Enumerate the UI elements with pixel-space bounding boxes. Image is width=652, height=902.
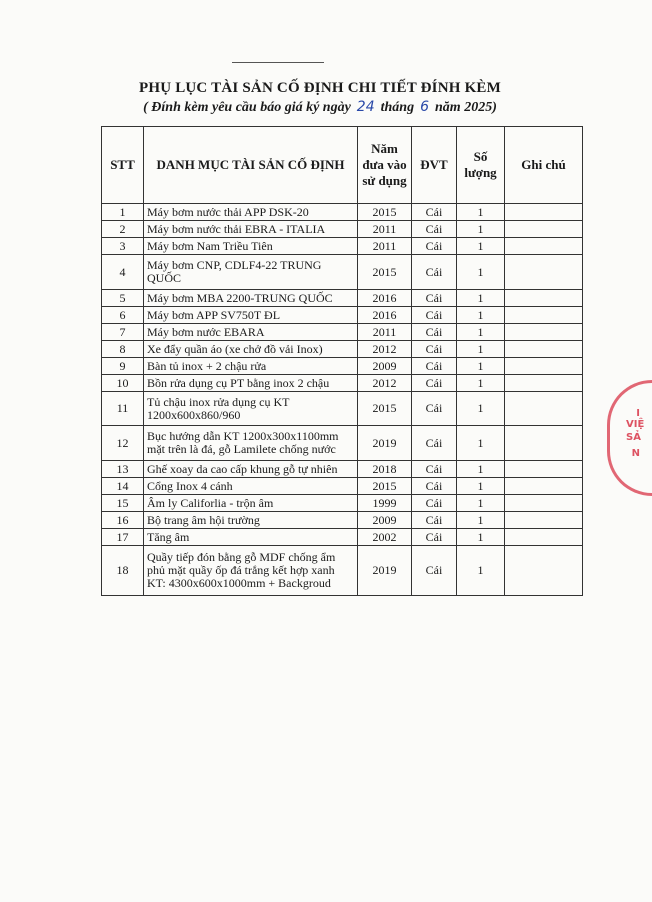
header-asset-name: DANH MỤC TÀI SẢN CỐ ĐỊNH (144, 127, 358, 204)
row-quantity: 1 (457, 204, 505, 221)
row-stt: 11 (102, 392, 144, 426)
row-unit: Cái (412, 426, 457, 461)
row-unit: Cái (412, 358, 457, 375)
header-year-in-use: Năm đưa vào sử dụng (358, 127, 412, 204)
row-asset-name: Ghế xoay da cao cấp khung gỗ tự nhiên (144, 461, 358, 478)
row-quantity: 1 (457, 221, 505, 238)
row-unit: Cái (412, 546, 457, 596)
row-asset-name: Máy bơm CNP, CDLF4-22 TRUNG QUỐC (144, 255, 358, 290)
row-stt: 3 (102, 238, 144, 255)
row-year: 2012 (358, 375, 412, 392)
row-year: 2015 (358, 255, 412, 290)
row-asset-name: Cổng Inox 4 cánh (144, 478, 358, 495)
row-asset-name: Máy bơm Nam Triều Tiên (144, 238, 358, 255)
table-row (102, 478, 583, 495)
table-row (102, 529, 583, 546)
row-unit: Cái (412, 529, 457, 546)
row-year: 2019 (358, 426, 412, 461)
document-subtitle (0, 99, 640, 116)
row-note (505, 307, 583, 324)
row-asset-name: Bồn rửa dụng cụ PT bằng inox 2 chậu (144, 375, 358, 392)
row-unit: Cái (412, 255, 457, 290)
row-asset-name: Máy bơm nước thải APP DSK-20 (144, 204, 358, 221)
row-quantity: 1 (457, 238, 505, 255)
row-quantity: 1 (457, 512, 505, 529)
row-note (505, 341, 583, 358)
row-note (505, 221, 583, 238)
row-year: 2012 (358, 341, 412, 358)
row-asset-name: Máy bơm nước thải EBRA - ITALIA (144, 221, 358, 238)
row-note (505, 238, 583, 255)
row-asset-name: Máy bơm nước EBARA (144, 324, 358, 341)
row-stt: 16 (102, 512, 144, 529)
row-asset-name: Bộ trang âm hội trường (144, 512, 358, 529)
row-note (505, 512, 583, 529)
row-quantity: 1 (457, 255, 505, 290)
row-year: 2011 (358, 324, 412, 341)
stamp-text-3: N (631, 448, 640, 459)
row-year: 1999 (358, 495, 412, 512)
table-row (102, 204, 583, 221)
header-rule (232, 62, 324, 63)
subtitle-prefix: ( Đính kèm yêu cầu báo giá ký ngày (143, 100, 351, 115)
row-note (505, 375, 583, 392)
row-unit: Cái (412, 290, 457, 307)
row-note (505, 204, 583, 221)
row-note (505, 358, 583, 375)
table-row (102, 495, 583, 512)
row-stt: 12 (102, 426, 144, 461)
row-year: 2002 (358, 529, 412, 546)
row-year: 2011 (358, 238, 412, 255)
table-row (102, 375, 583, 392)
row-asset-name: Bàn tủ inox + 2 chậu rửa (144, 358, 358, 375)
row-asset-name: Âm ly Califorlia - trộn âm (144, 495, 358, 512)
row-stt: 14 (102, 478, 144, 495)
row-unit: Cái (412, 238, 457, 255)
row-quantity: 1 (457, 495, 505, 512)
row-stt: 7 (102, 324, 144, 341)
row-note (505, 426, 583, 461)
row-unit: Cái (412, 375, 457, 392)
table-row (102, 512, 583, 529)
row-stt: 9 (102, 358, 144, 375)
row-unit: Cái (412, 478, 457, 495)
row-year: 2009 (358, 512, 412, 529)
row-note (505, 461, 583, 478)
row-asset-name: Quầy tiếp đón bằng gỗ MDF chống ẩm phủ mặt quầy ốp đá trắng kết hợp xanh KT: 4300x600x1000mm + Backgroud (144, 546, 358, 596)
row-note (505, 392, 583, 426)
row-quantity: 1 (457, 461, 505, 478)
row-stt: 10 (102, 375, 144, 392)
row-quantity: 1 (457, 392, 505, 426)
table-header-row (102, 127, 583, 204)
table-row (102, 290, 583, 307)
row-quantity: 1 (457, 426, 505, 461)
row-note (505, 290, 583, 307)
table-row (102, 426, 583, 461)
row-year: 2015 (358, 392, 412, 426)
row-stt: 15 (102, 495, 144, 512)
table-row (102, 546, 583, 596)
row-stt: 8 (102, 341, 144, 358)
stamp-text-2: SẢ (626, 432, 641, 443)
row-stt: 6 (102, 307, 144, 324)
row-note (505, 324, 583, 341)
row-asset-name: Xe đẩy quần áo (xe chở đồ vải Inox) (144, 341, 358, 358)
row-note (505, 255, 583, 290)
row-year: 2015 (358, 478, 412, 495)
row-stt: 17 (102, 529, 144, 546)
row-asset-name: Bục hướng dẫn KT 1200x300x1100mm mặt trên là đá, gỗ Lamilete chống nước (144, 426, 358, 461)
row-year: 2011 (358, 221, 412, 238)
table-row (102, 461, 583, 478)
table-row (102, 238, 583, 255)
row-unit: Cái (412, 307, 457, 324)
row-stt: 1 (102, 204, 144, 221)
stamp-text-1: I VIỆ (626, 408, 645, 430)
row-asset-name: Tủ chậu inox rửa dụng cụ KT 1200x600x860/960 (144, 392, 358, 426)
row-quantity: 1 (457, 546, 505, 596)
table-row (102, 255, 583, 290)
row-stt: 18 (102, 546, 144, 596)
row-quantity: 1 (457, 307, 505, 324)
row-year: 2018 (358, 461, 412, 478)
header-note: Ghi chú (505, 127, 583, 204)
row-asset-name: Máy bơm APP SV750T ĐL (144, 307, 358, 324)
row-stt: 4 (102, 255, 144, 290)
row-stt: 13 (102, 461, 144, 478)
row-unit: Cái (412, 392, 457, 426)
row-unit: Cái (412, 341, 457, 358)
row-note (505, 495, 583, 512)
row-unit: Cái (412, 461, 457, 478)
table-row (102, 358, 583, 375)
table-row (102, 341, 583, 358)
fixed-asset-table (101, 126, 583, 596)
row-quantity: 1 (457, 529, 505, 546)
row-unit: Cái (412, 324, 457, 341)
table-row (102, 392, 583, 426)
row-quantity: 1 (457, 324, 505, 341)
row-asset-name: Máy bơm MBA 2200-TRUNG QUỐC (144, 290, 358, 307)
header-stt: STT (102, 127, 144, 204)
row-quantity: 1 (457, 290, 505, 307)
handwritten-day: 24 (356, 99, 375, 115)
row-unit: Cái (412, 495, 457, 512)
row-year: 2009 (358, 358, 412, 375)
subtitle-suffix: năm 2025) (435, 100, 497, 115)
row-year: 2016 (358, 290, 412, 307)
row-quantity: 1 (457, 478, 505, 495)
header-quantity: Số lượng (457, 127, 505, 204)
table-row (102, 324, 583, 341)
subtitle-month-word: tháng (380, 100, 415, 115)
table-body (102, 204, 583, 596)
row-stt: 2 (102, 221, 144, 238)
row-note (505, 478, 583, 495)
document-title: PHỤ LỤC TÀI SẢN CỐ ĐỊNH CHI TIẾT ĐÍNH KÈM (138, 80, 501, 96)
row-unit: Cái (412, 221, 457, 238)
header-unit: ĐVT (412, 127, 457, 204)
row-year: 2016 (358, 307, 412, 324)
row-asset-name: Tăng âm (144, 529, 358, 546)
row-year: 2015 (358, 204, 412, 221)
row-quantity: 1 (457, 341, 505, 358)
table-row (102, 307, 583, 324)
row-note (505, 529, 583, 546)
row-quantity: 1 (457, 375, 505, 392)
row-note (505, 546, 583, 596)
row-year: 2019 (358, 546, 412, 596)
row-unit: Cái (412, 204, 457, 221)
handwritten-month: 6 (420, 99, 430, 115)
row-unit: Cái (412, 512, 457, 529)
row-quantity: 1 (457, 358, 505, 375)
table-row (102, 221, 583, 238)
row-stt: 5 (102, 290, 144, 307)
